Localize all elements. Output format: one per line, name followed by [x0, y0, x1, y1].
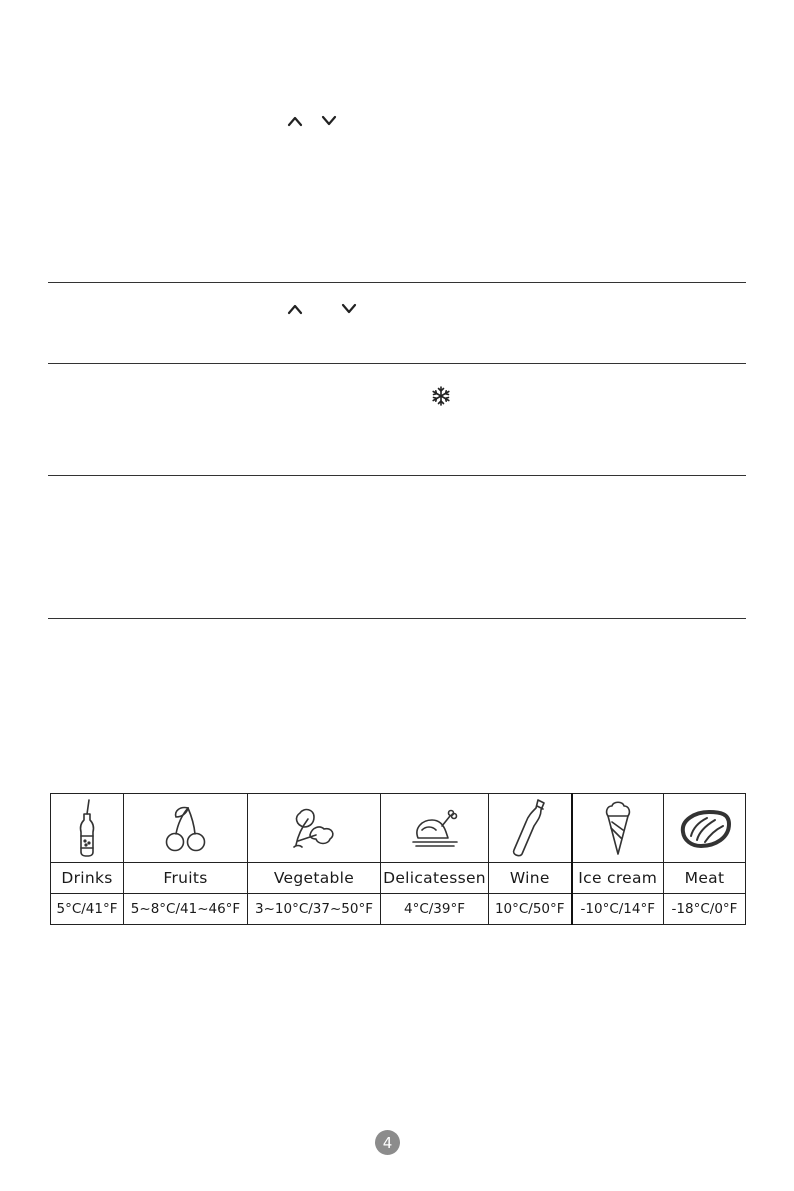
icon-cell-wine: [489, 794, 572, 863]
food-name: Ice cream: [572, 863, 664, 894]
section-divider: [48, 475, 746, 476]
chevron-up-icon: [286, 302, 304, 316]
cherry-icon: [164, 803, 208, 853]
food-temperature: 10°C/50°F: [489, 894, 572, 925]
food-temperature: 5°C/41°F: [51, 894, 124, 925]
food-temperature: -18°C/0°F: [664, 894, 746, 925]
food-name: Wine: [489, 863, 572, 894]
food-name: Meat: [664, 863, 746, 894]
food-temperature: 5~8°C/41~46°F: [124, 894, 248, 925]
food-name: Fruits: [124, 863, 248, 894]
food-name: Vegetable: [248, 863, 381, 894]
name-row: [51, 863, 746, 894]
icon-cell-meat: [664, 794, 746, 863]
wine-bottle-icon: [510, 798, 550, 858]
bottle-icon: [75, 798, 99, 858]
food-name: Drinks: [51, 863, 124, 894]
icon-cell-vegetable: [248, 794, 381, 863]
icon-cell-drinks: [51, 794, 124, 863]
chevron-down-icon: [340, 302, 358, 316]
food-temperature: 3~10°C/37~50°F: [248, 894, 381, 925]
section-divider: [48, 282, 746, 283]
icon-row: [51, 794, 746, 863]
chevron-up-icon: [286, 114, 304, 128]
section-divider: [48, 363, 746, 364]
icon-cell-ice-cream: [572, 794, 664, 863]
section-divider: [48, 618, 746, 619]
roast-chicken-icon: [410, 806, 460, 850]
ice-cream-icon: [601, 798, 635, 858]
temperature-row: [51, 894, 746, 925]
food-temperature-table: [50, 793, 746, 925]
food-temperature: -10°C/14°F: [572, 894, 664, 925]
snowflake-icon: [430, 385, 452, 407]
chevron-down-icon: [320, 114, 338, 128]
steak-icon: [677, 806, 733, 850]
icon-cell-fruits: [124, 794, 248, 863]
food-temperature: 4°C/39°F: [381, 894, 489, 925]
vegetable-icon: [290, 805, 338, 851]
page-number-badge: 4: [375, 1130, 400, 1155]
icon-cell-delicatessen: [381, 794, 489, 863]
food-name: Delicatessen: [381, 863, 489, 894]
